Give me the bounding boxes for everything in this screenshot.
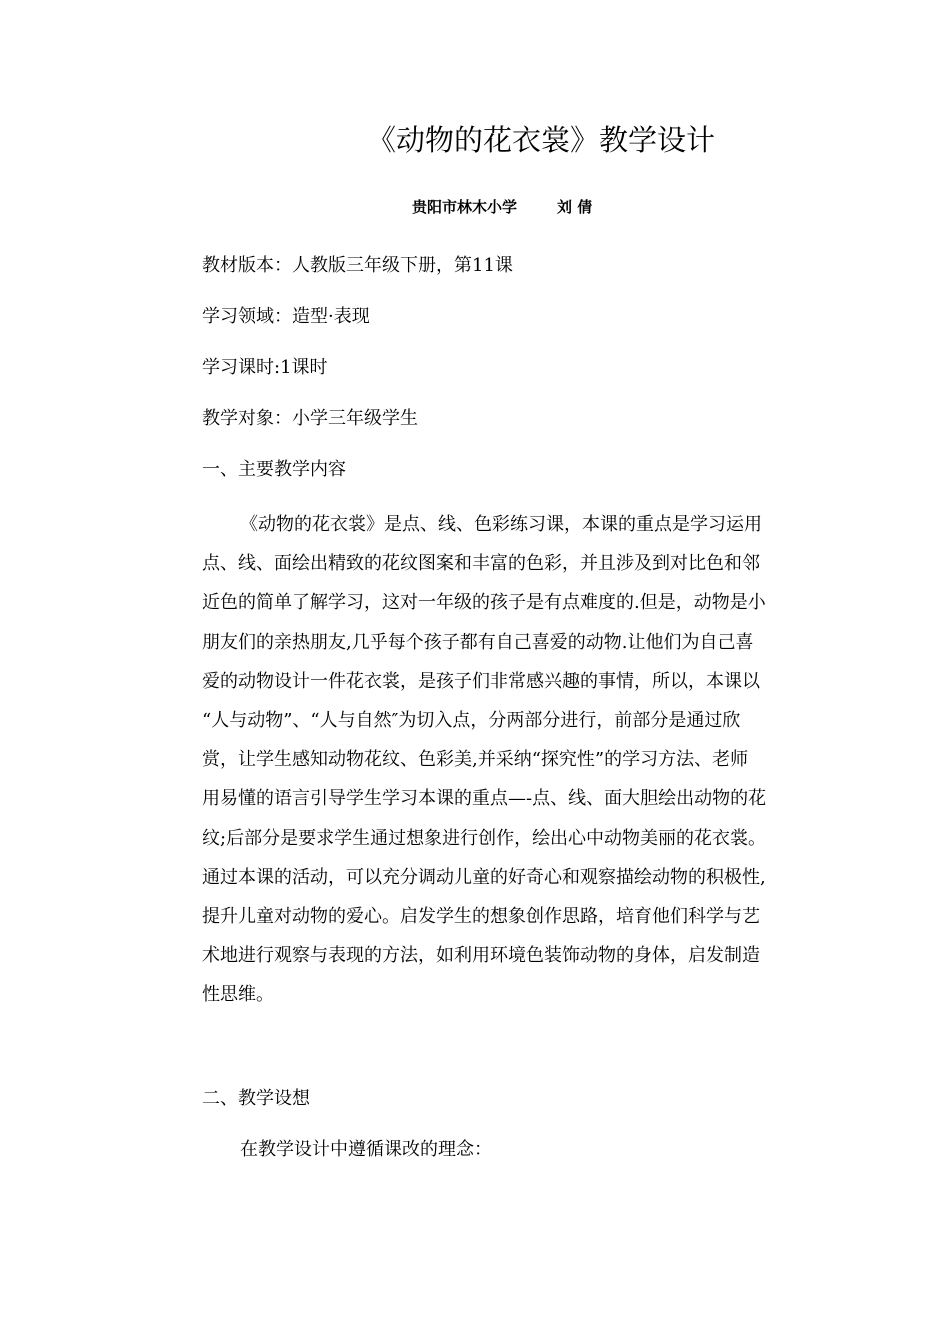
main-content-paragraph bbox=[202, 505, 806, 1015]
meta-target-students: 教学对象：小学三年级学生 bbox=[202, 408, 418, 429]
paragraph-line: 性思维。 bbox=[202, 984, 274, 1006]
meta-textbook-version: 教材版本：人教版三年级下册，第11课 bbox=[202, 255, 513, 276]
paragraph-line: 用易懂的语言引导学生学习本课的重点—-点、线、面大胆绘出动物的花 bbox=[202, 788, 767, 810]
author-name: 刘 倩 bbox=[557, 198, 593, 216]
paragraph-line: “人与动物”、“人与自然″为切入点，分两部分进行，前部分是通过欣 bbox=[202, 710, 741, 732]
paragraph-line: 爱的动物设计一件花衣裳，是孩子们非常感兴趣的事情，所以，本课以 bbox=[202, 670, 760, 692]
paragraph-line: 近色的简单了解学习，这对一年级的孩子是有点难度的.但是，动物是小 bbox=[202, 592, 766, 614]
paragraph-line: 《动物的花衣裳》是点、线、色彩练习课，本课的重点是学习运用 bbox=[240, 514, 762, 535]
paragraph-line: 朋友们的亲热朋友,几乎每个孩子都有自己喜爱的动物.让他们为自己喜 bbox=[202, 631, 754, 653]
section-heading-teaching-ideas: 二、教学设想 bbox=[202, 1088, 310, 1109]
paragraph-line: 纹;后部分是要求学生通过想象进行创作，绘出心中动物美丽的花衣裳。 bbox=[202, 827, 767, 849]
author-school: 贵阳市林木小学 bbox=[412, 198, 518, 216]
author-line bbox=[412, 194, 592, 220]
section-heading-main-content: 一、主要教学内容 bbox=[202, 459, 346, 480]
paragraph-line: 提升儿童对动物的爱心。启发学生的想象创作思路，培育他们科学与艺 bbox=[202, 906, 760, 928]
document-title: 《动物的花衣裳》教学设计 bbox=[366, 123, 715, 157]
paragraph-line: 点、线、面绘出精致的花纹图案和丰富的色彩，并且涉及到对比色和邻 bbox=[202, 553, 760, 575]
paragraph-line: 赏，让学生感知动物花纹、色彩美,并采纳“探究性”的学习方法、老师 bbox=[202, 749, 749, 771]
paragraph-line: 术地进行观察与表现的方法，如利用环境色装饰动物的身体，启发制造 bbox=[202, 945, 760, 967]
meta-class-hours: 学习课时:1课时 bbox=[202, 357, 328, 378]
meta-learning-domain: 学习领域：造型·表现 bbox=[202, 306, 370, 327]
paragraph-line: 通过本课的活动，可以充分调动儿童的好奇心和观察描绘动物的积极性, bbox=[202, 866, 766, 888]
teaching-ideas-intro: 在教学设计中遵循课改的理念： bbox=[240, 1139, 492, 1160]
